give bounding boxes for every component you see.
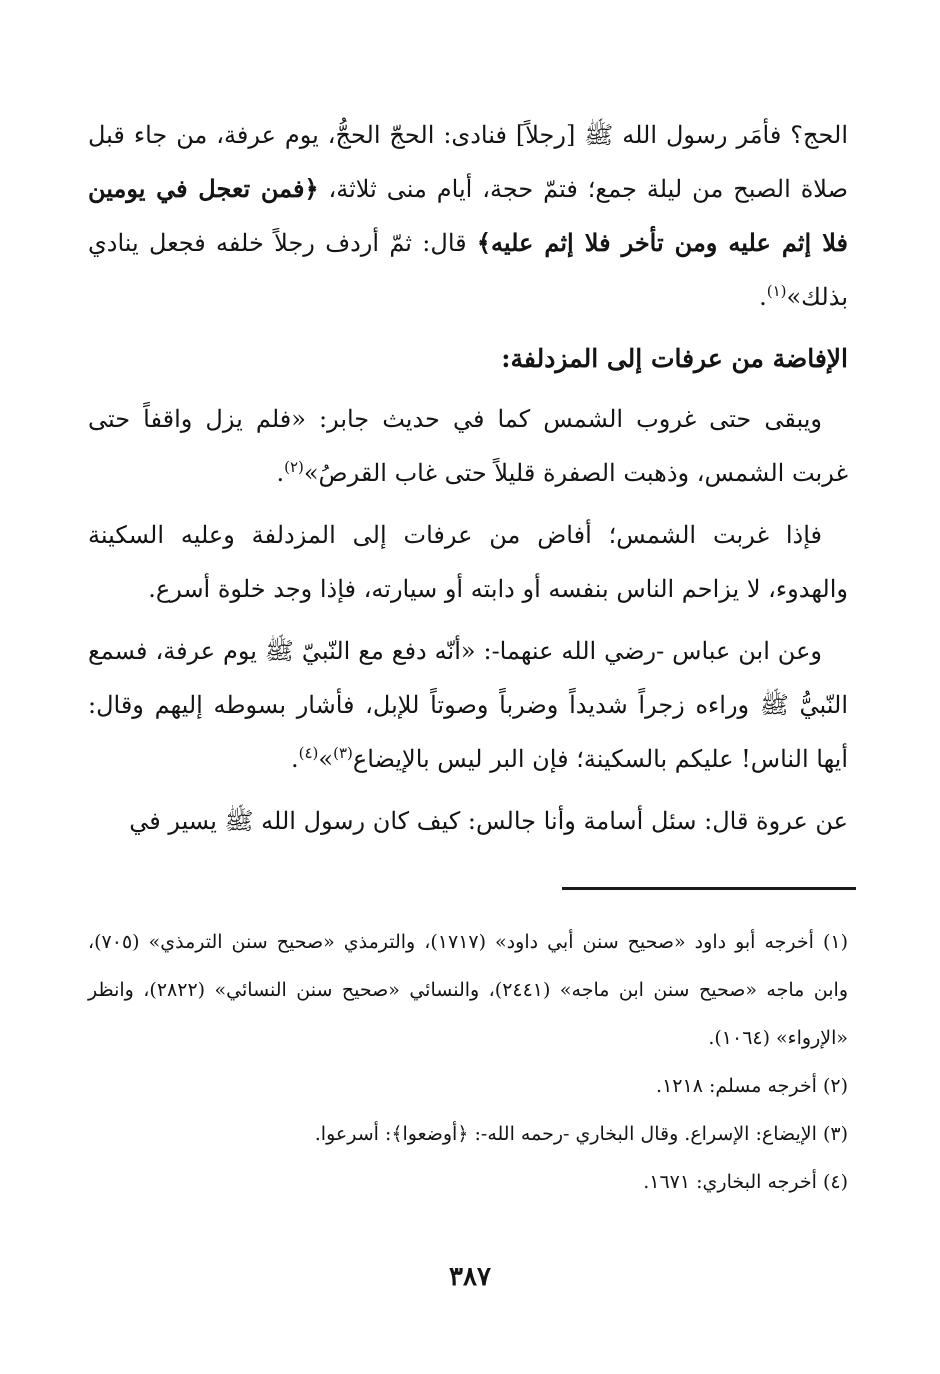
quote-close: »: [318, 745, 334, 773]
paragraph-urwa: عن عروة قال: سئل أسامة وأنا جالس: كيف كان رسول الله ﷺ يسير في: [129, 807, 848, 835]
paragraph-sunset: [88, 392, 848, 500]
section-heading: الإفاضة من عرفات إلى المزدلفة:: [501, 344, 848, 373]
paragraph-text: ويبقى حتى غروب الشمس كما في حديث جابر: «فلم يزل واقفاً حتى غربت الشمس، وذهبت الصفرة قليلاً حتى غاب القرصُ»: [88, 405, 848, 487]
paragraph-hajj-announcement: [88, 108, 848, 324]
footnote-ref-1: (١): [766, 282, 787, 300]
main-text: [88, 108, 848, 856]
footnote-ref-2: (٢): [284, 458, 304, 476]
footnote-ref-4: (٤): [298, 744, 319, 762]
quran-verse: ﴿فمن تعجل في يومين فلا إثم عليه ومن تأخر فلا إثم عليه﴾: [88, 174, 848, 257]
footnote-ref-3: (٣): [333, 744, 353, 762]
footnote-1: (١) أخرجه أبو داود «صحيح سنن أبي داود» (١٧١٧)، والترمذي «صحيح سنن الترمذي» (٧٠٥)، وابن ماجه «صحيح سنن ابن ماجه» (٢٤٤١)، والنسائي «صحيح سنن النسائي» (٢٨٢٢)، وانظر «الإرواء» (١٠٦٤).: [88, 931, 848, 1049]
paragraph-text: الحج؟ فأمَر رسول الله ﷺ [رجلاً] فنادى: الحجّ الحجُّ، يوم عرفة، من جاء قبل صلاة الصبح من ليلة جمع؛ فتمّ حجة، أيام منى ثلاثة،: [88, 121, 849, 203]
footnote-3: (٣) الإيضاع: الإسراع. وقال البخاري -رحمه الله-: ﴿أوضعوا﴾: أسرعوا.: [314, 1123, 848, 1145]
footnote-2: (٢) أخرجه مسلم: ١٢١٨.: [656, 1075, 848, 1097]
footnote-4: (٤) أخرجه البخاري: ١٦٧١.: [643, 1171, 848, 1193]
paragraph-end: .: [276, 459, 285, 487]
paragraph-text: قال: ثمّ أردف رجلاً خلفه فجعل ينادي بذلك»: [88, 229, 848, 311]
footnote-divider: [562, 887, 856, 890]
paragraph-end: .: [759, 283, 767, 311]
paragraph-ibn-abbas: [88, 624, 848, 786]
paragraph-text: وعن ابن عباس -رضي الله عنهما-: «أنّه دفع مع النّبيّ ﷺ يوم عرفة، فسمع النّبيُّ ﷺ وراءه زجراً شديداً وضرباً وصوتاً للإبل، فأشار بسوطه إليهم وقال: أيها الناس! عليكم بالسكينة؛ فإن البر ليس بالإيضاع: [88, 637, 848, 773]
page-number: ٣٨٧: [449, 1262, 491, 1292]
paragraph-ifada: فإذا غربت الشمس؛ أفاض من عرفات إلى المزدلفة وعليه السكينة والهدوء، لا يزاحم الناس بنفسه أو دابته أو سيارته، فإذا وجد خلوة أسرع.: [88, 521, 848, 603]
paragraph-end: .: [290, 745, 299, 773]
footnotes: [88, 918, 848, 1206]
